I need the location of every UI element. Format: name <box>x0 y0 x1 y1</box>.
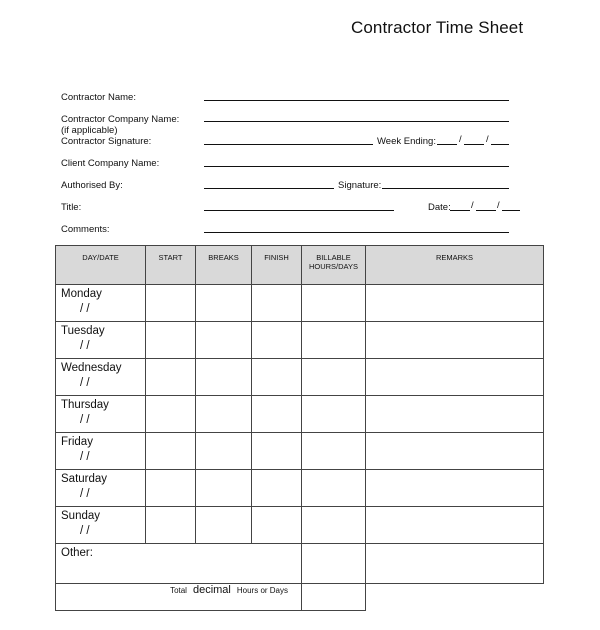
breaks-cell[interactable] <box>196 322 252 359</box>
finish-cell[interactable] <box>252 507 302 544</box>
start-cell[interactable] <box>146 285 196 322</box>
start-cell[interactable] <box>146 433 196 470</box>
date-label: Date: <box>428 202 451 213</box>
client-company-label: Client Company Name: <box>61 158 160 169</box>
timesheet-table <box>55 245 544 611</box>
if-applicable-label: (if applicable) <box>61 125 118 136</box>
day-cell <box>56 433 146 470</box>
day-date-placeholder: / / <box>80 488 90 500</box>
breaks-cell[interactable] <box>196 470 252 507</box>
day-label: Sunday <box>61 510 101 522</box>
remarks-cell[interactable] <box>366 396 544 433</box>
day-cell <box>56 396 146 433</box>
other-billable-cell[interactable] <box>302 544 366 584</box>
other-remarks-cell[interactable] <box>366 544 544 584</box>
remarks-cell[interactable] <box>366 359 544 396</box>
total-unit-label: Hours or Days <box>236 586 288 595</box>
breaks-cell[interactable] <box>196 507 252 544</box>
other-row <box>56 544 544 584</box>
authorised-by-label: Authorised By: <box>61 180 123 191</box>
finish-cell[interactable] <box>252 396 302 433</box>
day-label: Saturday <box>61 473 108 485</box>
contractor-signature-field[interactable] <box>204 144 373 145</box>
finish-cell[interactable] <box>252 359 302 396</box>
total-empty-cell <box>366 584 544 611</box>
header-day-date: DAY/DATE <box>56 246 146 285</box>
day-date-placeholder: / / <box>80 340 90 352</box>
table-row <box>56 359 544 396</box>
breaks-cell[interactable] <box>196 396 252 433</box>
signature-field[interactable] <box>382 188 509 189</box>
other-label: Other: <box>61 547 93 559</box>
start-cell[interactable] <box>146 507 196 544</box>
billable-cell[interactable] <box>302 322 366 359</box>
day-label: Monday <box>61 288 102 300</box>
date-separator: / <box>497 200 500 211</box>
billable-cell[interactable] <box>302 470 366 507</box>
week-ending-year-field[interactable] <box>491 144 509 145</box>
day-date-placeholder: / / <box>80 377 90 389</box>
contractor-signature-label: Contractor Signature: <box>61 136 152 147</box>
contractor-company-label: Contractor Company Name: <box>61 114 180 125</box>
contractor-company-field[interactable] <box>204 121 509 122</box>
day-date-placeholder: / / <box>80 303 90 315</box>
title-field[interactable] <box>204 210 394 211</box>
comments-label: Comments: <box>61 224 110 235</box>
total-label: Total <box>170 586 187 595</box>
date-separator: / <box>486 134 489 145</box>
billable-cell[interactable] <box>302 507 366 544</box>
start-cell[interactable] <box>146 470 196 507</box>
day-cell <box>56 507 146 544</box>
billable-cell[interactable] <box>302 359 366 396</box>
title-label: Title: <box>61 202 82 213</box>
total-billable-cell[interactable] <box>302 584 366 611</box>
table-row <box>56 285 544 322</box>
billable-cell[interactable] <box>302 433 366 470</box>
day-cell <box>56 470 146 507</box>
other-cell[interactable] <box>56 544 302 584</box>
week-ending-day-field[interactable] <box>437 144 457 145</box>
remarks-cell[interactable] <box>366 470 544 507</box>
table-row <box>56 507 544 544</box>
header-finish: FINISH <box>252 246 302 285</box>
remarks-cell[interactable] <box>366 322 544 359</box>
table-row <box>56 433 544 470</box>
date-separator: / <box>471 200 474 211</box>
week-ending-month-field[interactable] <box>464 144 484 145</box>
date-separator: / <box>459 134 462 145</box>
header-remarks: REMARKS <box>366 246 544 285</box>
header-start: START <box>146 246 196 285</box>
finish-cell[interactable] <box>252 322 302 359</box>
remarks-cell[interactable] <box>366 433 544 470</box>
finish-cell[interactable] <box>252 433 302 470</box>
billable-cell[interactable] <box>302 396 366 433</box>
date-month-field[interactable] <box>476 210 496 211</box>
page-title: Contractor Time Sheet <box>351 18 524 37</box>
finish-cell[interactable] <box>252 285 302 322</box>
day-label: Wednesday <box>61 362 122 374</box>
day-label: Thursday <box>61 399 109 411</box>
finish-cell[interactable] <box>252 470 302 507</box>
date-day-field[interactable] <box>450 210 470 211</box>
header-billable <box>302 246 366 285</box>
day-date-placeholder: / / <box>80 451 90 463</box>
header-billable-line2: HOURS/DAYS <box>308 262 359 271</box>
total-label-cell <box>56 584 302 611</box>
table-row <box>56 470 544 507</box>
breaks-cell[interactable] <box>196 285 252 322</box>
comments-field[interactable] <box>204 232 509 233</box>
remarks-cell[interactable] <box>366 285 544 322</box>
breaks-cell[interactable] <box>196 359 252 396</box>
total-decimal-label: decimal <box>192 584 231 596</box>
day-cell <box>56 359 146 396</box>
header-breaks: BREAKS <box>196 246 252 285</box>
signature-label: Signature: <box>338 180 382 191</box>
day-cell <box>56 322 146 359</box>
contractor-name-field[interactable] <box>204 100 509 101</box>
table-row <box>56 322 544 359</box>
table-row <box>56 396 544 433</box>
breaks-cell[interactable] <box>196 433 252 470</box>
day-label: Tuesday <box>61 325 105 337</box>
start-cell[interactable] <box>146 359 196 396</box>
client-company-field[interactable] <box>204 166 509 167</box>
total-row <box>56 584 544 611</box>
authorised-by-field[interactable] <box>204 188 334 189</box>
day-cell <box>56 285 146 322</box>
remarks-cell[interactable] <box>366 507 544 544</box>
contractor-name-label: Contractor Name: <box>61 92 136 103</box>
date-year-field[interactable] <box>502 210 520 211</box>
start-cell[interactable] <box>146 322 196 359</box>
billable-cell[interactable] <box>302 285 366 322</box>
week-ending-label: Week Ending: <box>377 136 436 147</box>
start-cell[interactable] <box>146 396 196 433</box>
header-billable-line1: BILLABLE <box>316 253 351 262</box>
day-date-placeholder: / / <box>80 525 90 537</box>
day-label: Friday <box>61 436 93 448</box>
table-header-row <box>56 246 544 285</box>
day-date-placeholder: / / <box>80 414 90 426</box>
